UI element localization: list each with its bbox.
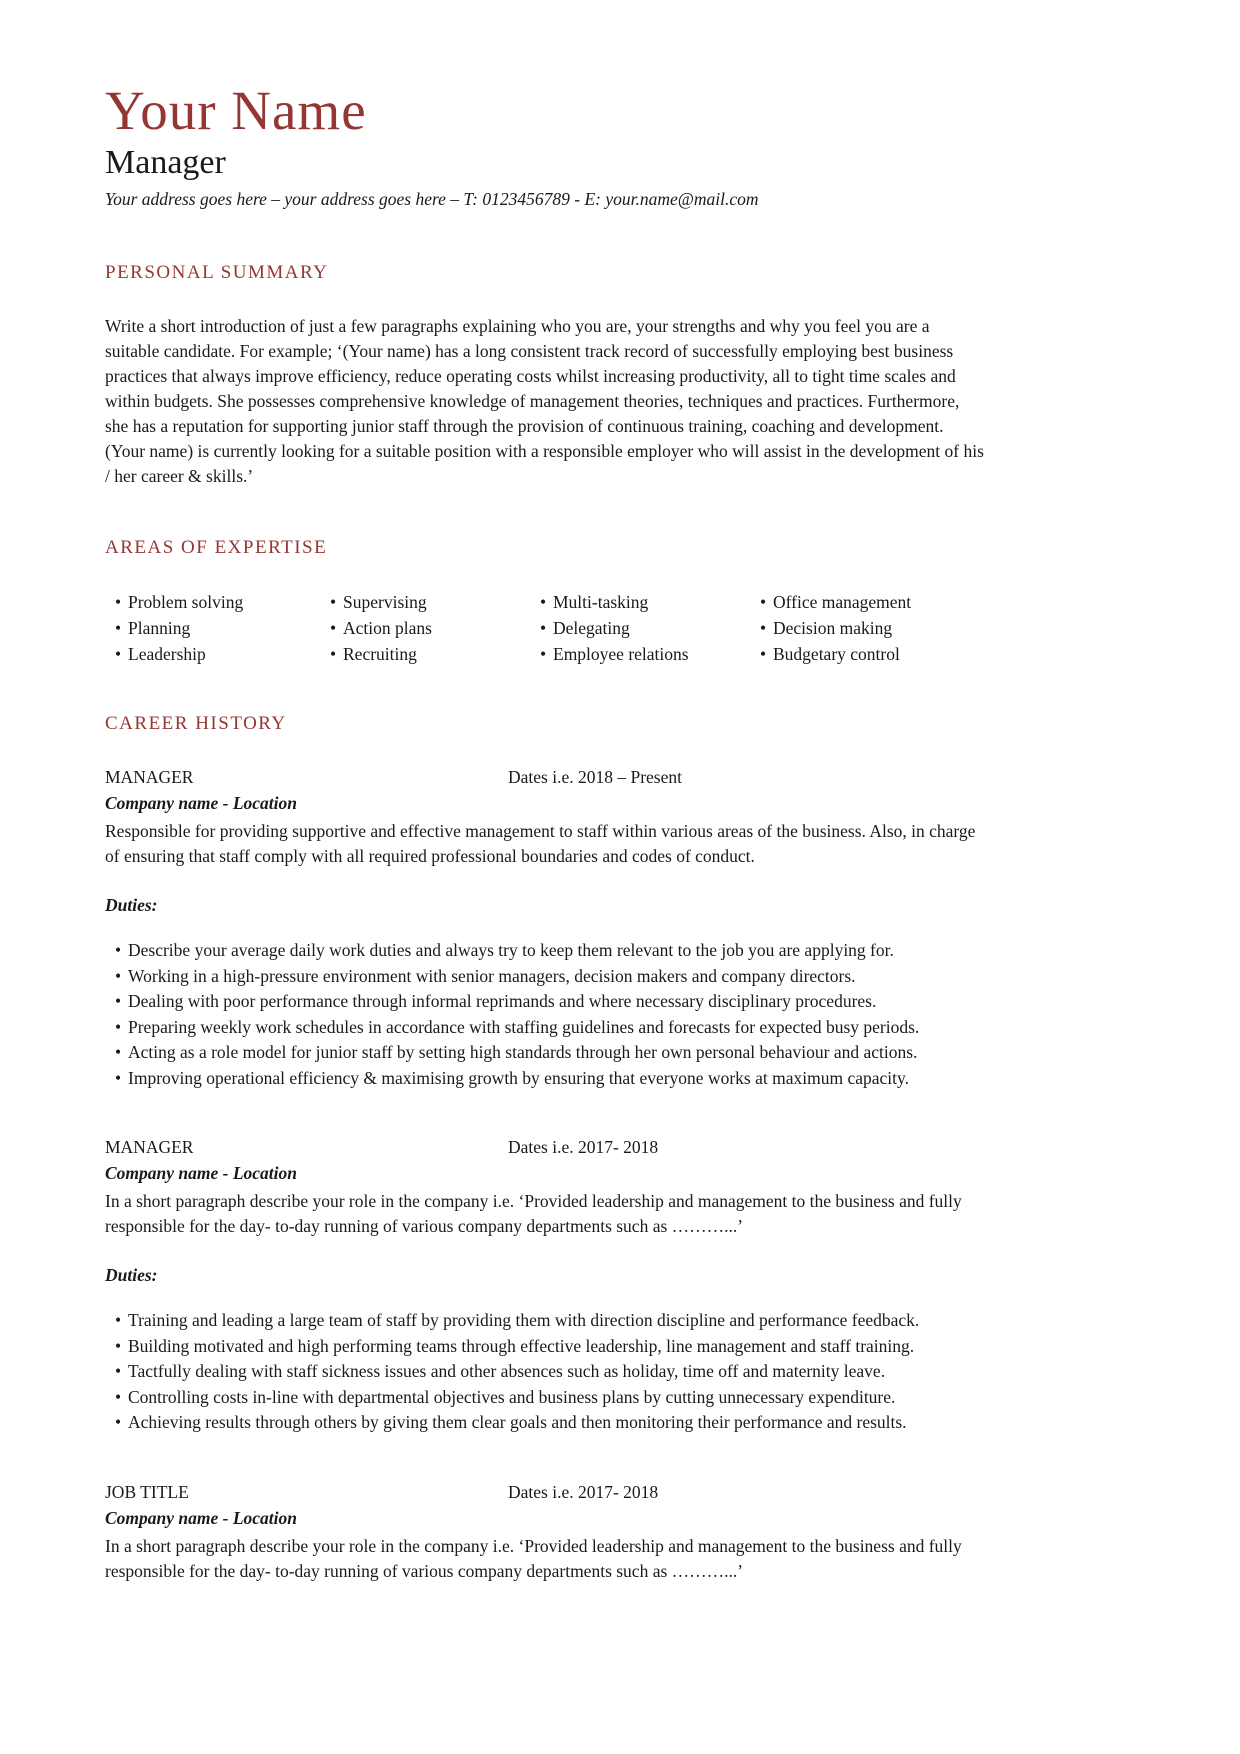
job-title: MANAGER	[105, 1137, 194, 1158]
expertise-item: • Problem solving	[115, 589, 330, 615]
job-header	[105, 1135, 985, 1160]
job-company: Company name - Location	[105, 1507, 298, 1528]
career-history-heading: CAREER HISTORY	[105, 713, 287, 735]
expertise-item: • Leadership	[115, 641, 330, 667]
expertise-column-4	[760, 589, 985, 667]
resume-header	[105, 82, 985, 210]
duty-item: • Achieving results through others by giving them clear goals and then monitoring their performance and results.	[115, 1410, 985, 1436]
personal-summary-heading: PERSONAL SUMMARY	[105, 262, 329, 284]
expertise-column-1	[115, 589, 330, 667]
job-description: In a short paragraph describe your role in the company i.e. ‘Provided leadership and management to the business and fully responsible for the day- to-day running of various company departments such as ………...’	[105, 1535, 962, 1581]
job-description: Responsible for providing supportive and effective management to staff within various areas of the business. Also, in charge of ensuring that staff comply with all required professional boundaries and codes of conduct.	[105, 821, 976, 867]
expertise-item: • Supervising	[330, 589, 540, 615]
expertise-column-2	[330, 589, 540, 667]
section-personal-summary	[105, 262, 985, 489]
duties-list	[105, 1308, 985, 1436]
duties-label: Duties:	[105, 1265, 158, 1286]
job-dates: Dates i.e. 2017- 2018	[508, 1481, 659, 1502]
job-dates: Dates i.e. 2018 – Present	[508, 767, 682, 788]
job-title: JOB TITLE	[105, 1481, 189, 1502]
job-entry-1	[105, 765, 985, 1091]
job-dates: Dates i.e. 2017- 2018	[508, 1137, 659, 1158]
contact-line: Your address goes here – your address goes here – T: 0123456789 - E: your.name@mail.com	[105, 189, 759, 210]
expertise-item: • Recruiting	[330, 641, 540, 667]
expertise-item: • Office management	[760, 589, 985, 615]
job-entry-2	[105, 1135, 985, 1436]
job-company: Company name - Location	[105, 1163, 298, 1184]
duty-item: • Preparing weekly work schedules in accordance with staffing guidelines and forecasts for expected busy periods.	[115, 1015, 985, 1041]
expertise-column-3	[540, 589, 760, 667]
job-header	[105, 1480, 985, 1505]
candidate-job-title: Manager	[105, 143, 226, 181]
job-title: MANAGER	[105, 767, 194, 788]
duty-item: • Tactfully dealing with staff sickness issues and other absences such as holiday, time off and maternity leave.	[115, 1359, 985, 1385]
job-description: In a short paragraph describe your role in the company i.e. ‘Provided leadership and management to the business and fully responsible for the day- to-day running of various company departments such as ………...’	[105, 1191, 962, 1237]
section-expertise	[105, 537, 985, 667]
job-header	[105, 765, 985, 790]
expertise-item: • Delegating	[540, 615, 760, 641]
duty-item: • Dealing with poor performance through informal reprimands and where necessary disciplinary procedures.	[115, 989, 985, 1015]
expertise-item: • Multi-tasking	[540, 589, 760, 615]
duty-item: • Controlling costs in-line with departmental objectives and business plans by cutting unnecessary expenditure.	[115, 1385, 985, 1411]
duties-list	[105, 938, 985, 1091]
duty-item: • Working in a high-pressure environment with senior managers, decision makers and company directors.	[115, 964, 985, 990]
expertise-item: • Planning	[115, 615, 330, 641]
duty-item: • Describe your average daily work duties and always try to keep them relevant to the job you are applying for.	[115, 938, 985, 964]
expertise-item: • Budgetary control	[760, 641, 985, 667]
personal-summary-text: Write a short introduction of just a few paragraphs explaining who you are, your strengths and why you feel you are a suitable candidate. For example; ‘(Your name) has a long consistent track record of successfully employing best business practices that always improve efficiency, reduce operating costs whilst increasing productivity, all to tight time scales and within budgets. She possesses comprehensive knowledge of management theories, techniques and practices. Furthermore, she has a reputation for supporting junior staff through the provision of continuous training, coaching and development. (Your name) is currently looking for a suitable position with a responsible employer who will assist in the development of his / her career & skills.’	[105, 316, 984, 487]
section-career-history	[105, 713, 985, 1584]
expertise-item: • Decision making	[760, 615, 985, 641]
expertise-item: • Action plans	[330, 615, 540, 641]
job-entry-3	[105, 1480, 985, 1584]
duty-item: • Improving operational efficiency & maximising growth by ensuring that everyone works at maximum capacity.	[115, 1066, 985, 1092]
job-company: Company name - Location	[105, 793, 298, 814]
duty-item: • Training and leading a large team of staff by providing them with direction discipline and performance feedback.	[115, 1308, 985, 1334]
expertise-heading: AREAS OF EXPERTISE	[105, 537, 328, 559]
expertise-grid	[105, 589, 985, 667]
candidate-name: Your Name	[105, 80, 367, 141]
duties-label: Duties:	[105, 895, 158, 916]
duty-item: • Acting as a role model for junior staff by setting high standards through her own personal behaviour and actions.	[115, 1040, 985, 1066]
expertise-item: • Employee relations	[540, 641, 760, 667]
duty-item: • Building motivated and high performing teams through effective leadership, line management and staff training.	[115, 1334, 985, 1360]
